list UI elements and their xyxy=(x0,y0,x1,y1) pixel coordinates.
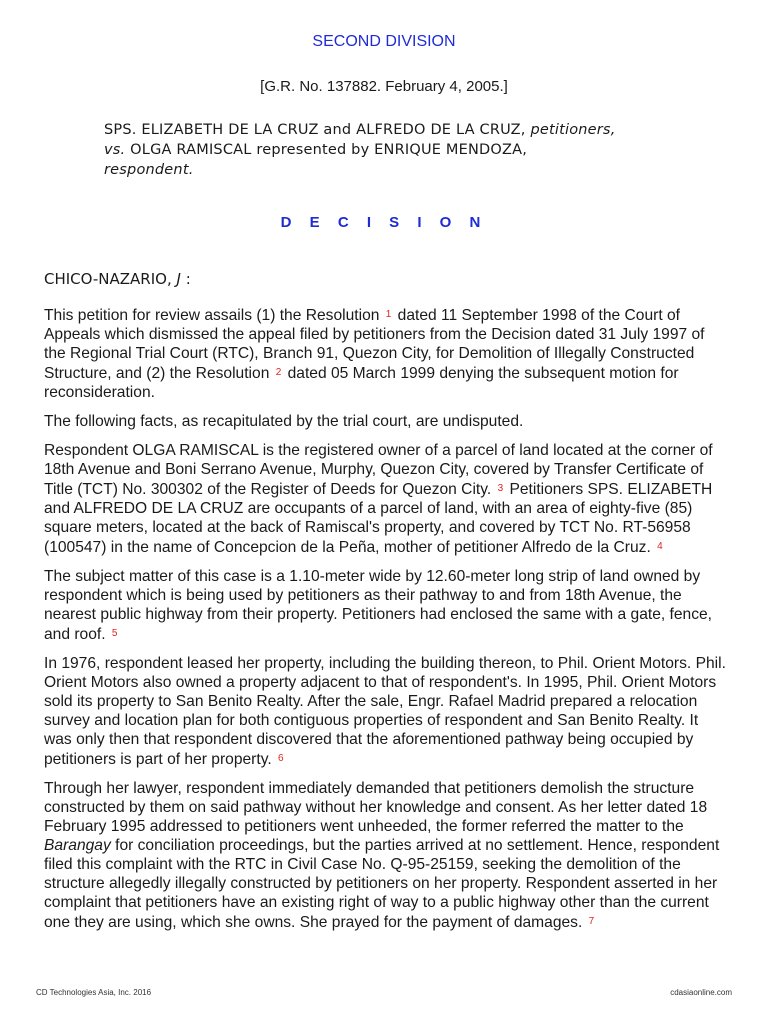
paragraph-text: Petitioners SPS. ELIZABETH and ALFREDO DE LA CRUZ are occupants of a parcel of land, with an area of eighty-five (85) square meters, located at the back of Ramiscal's property, and covered by TCT No. RT-56958 (100547) in the name of Concepcion de la Peña, mother of petitioner Alfredo de la Cruz. xyxy=(44,481,713,556)
ponente-name: CHICO-NAZARIO, xyxy=(44,270,172,288)
decision-title: D E C I S I O N xyxy=(280,214,488,231)
ponente-title: J xyxy=(176,270,181,288)
paragraph-text: dated 11 September 1998 of the Court of Appeals which dismissed the appeal filed by petitioners from the Decision dated 31 July 1997 of the Regional Trial Court (RTC), Branch 91, Quezon City, for Demolition of Illegally Constructed Structure, and (2) the Resolution xyxy=(44,307,705,382)
division-heading: SECOND DIVISION xyxy=(312,33,456,50)
paragraph-text: Respondent OLGA RAMISCAL is the registered owner of a parcel of land located at the corner of 18th Avenue and Boni Serrano Avenue, Murphy, Quezon City, covered by Transfer Certificate of Title (TCT) No. 300302 of the Register of Deeds for Quezon City. xyxy=(44,442,713,498)
paragraph-1 xyxy=(44,305,728,402)
respondent-names: OLGA RAMISCAL represented by ENRIQUE MENDOZA, xyxy=(130,142,528,158)
paragraph-6 xyxy=(44,779,728,932)
ponente: CHICO-NAZARIO, J : xyxy=(44,270,191,288)
decision-body xyxy=(44,305,728,942)
case-number: [G.R. No. 137882. February 4, 2005.] xyxy=(260,78,508,95)
paragraph-4 xyxy=(44,567,728,644)
paragraph-text: In 1976, respondent leased her property, including the building thereon, to Phil. Orient Motors. Phil. Orient Motors also owned a property adjacent to that of respondent's. In 1995, Phil. Orient Motors sold its property to San Benito Realty. After the sale, Engr. Rafael Madrid prepared a relocation survey and location plan for both contiguous properties of respondent and San Benito Realty. It was only then that respondent discovered that the aforementioned pathway being occupied by petitioners is part of her property. xyxy=(44,655,726,768)
versus-label: vs. xyxy=(104,142,126,158)
paragraph-5 xyxy=(44,654,728,769)
paragraph-text: The subject matter of this case is a 1.10-meter wide by 12.60-meter long strip of land owned by respondent which is being used by petitioners as their pathway to and from 18th Avenue, the nearest public highway from their property. Petitioners had enclosed the same with a gate, fence, and roof. xyxy=(44,568,713,643)
footer-copyright: CD Technologies Asia, Inc. 2016 xyxy=(36,988,152,997)
barangay-term: Barangay xyxy=(44,837,111,854)
footnote-link-3[interactable]: 3 xyxy=(497,483,504,494)
footnote-link-5[interactable]: 5 xyxy=(111,628,118,639)
paragraph-text: This petition for review assails (1) the Resolution xyxy=(44,307,380,324)
paragraph-text: dated 05 March 1999 denying the subsequent motion for reconsideration. xyxy=(44,365,679,401)
paragraph-text: for conciliation proceedings, but the parties arrived at no settlement. Hence, respondent filed this complaint with the RTC in Civil Case No. Q-95-25159, seeking the demolition of the structure allegedly illegally constructed by petitioners on her property. Respondent asserted in her complaint that petitioners have an existing right of way to a public highway other than the current one they are using, which she owns. She prayed for the payment of damages. xyxy=(44,837,720,931)
footer-site: cdasiaonline.com xyxy=(670,988,732,997)
paragraph-3 xyxy=(44,441,728,557)
footnote-link-7[interactable]: 7 xyxy=(588,916,595,927)
footnote-link-4[interactable]: 4 xyxy=(657,541,663,552)
footnote-link-1[interactable]: 1 xyxy=(385,309,392,320)
case-parties xyxy=(104,120,684,180)
respondent-label: respondent. xyxy=(104,162,194,178)
footnote-link-2[interactable]: 2 xyxy=(275,367,282,378)
paragraph-2: The following facts, as recapitulated by the trial court, are undisputed. xyxy=(44,413,524,430)
footnote-link-6[interactable]: 6 xyxy=(278,753,284,764)
petitioners-label: petitioners, xyxy=(530,122,616,138)
paragraph-text: Through her lawyer, respondent immediately demanded that petitioners demolish the structure constructed by them on said pathway without her knowledge and consent. As her letter dated 18 February 1995 addressed to petitioners went unheeded, the former referred the matter to the xyxy=(44,780,708,835)
petitioners-names: SPS. ELIZABETH DE LA CRUZ and ALFREDO DE LA CRUZ, xyxy=(104,122,526,138)
